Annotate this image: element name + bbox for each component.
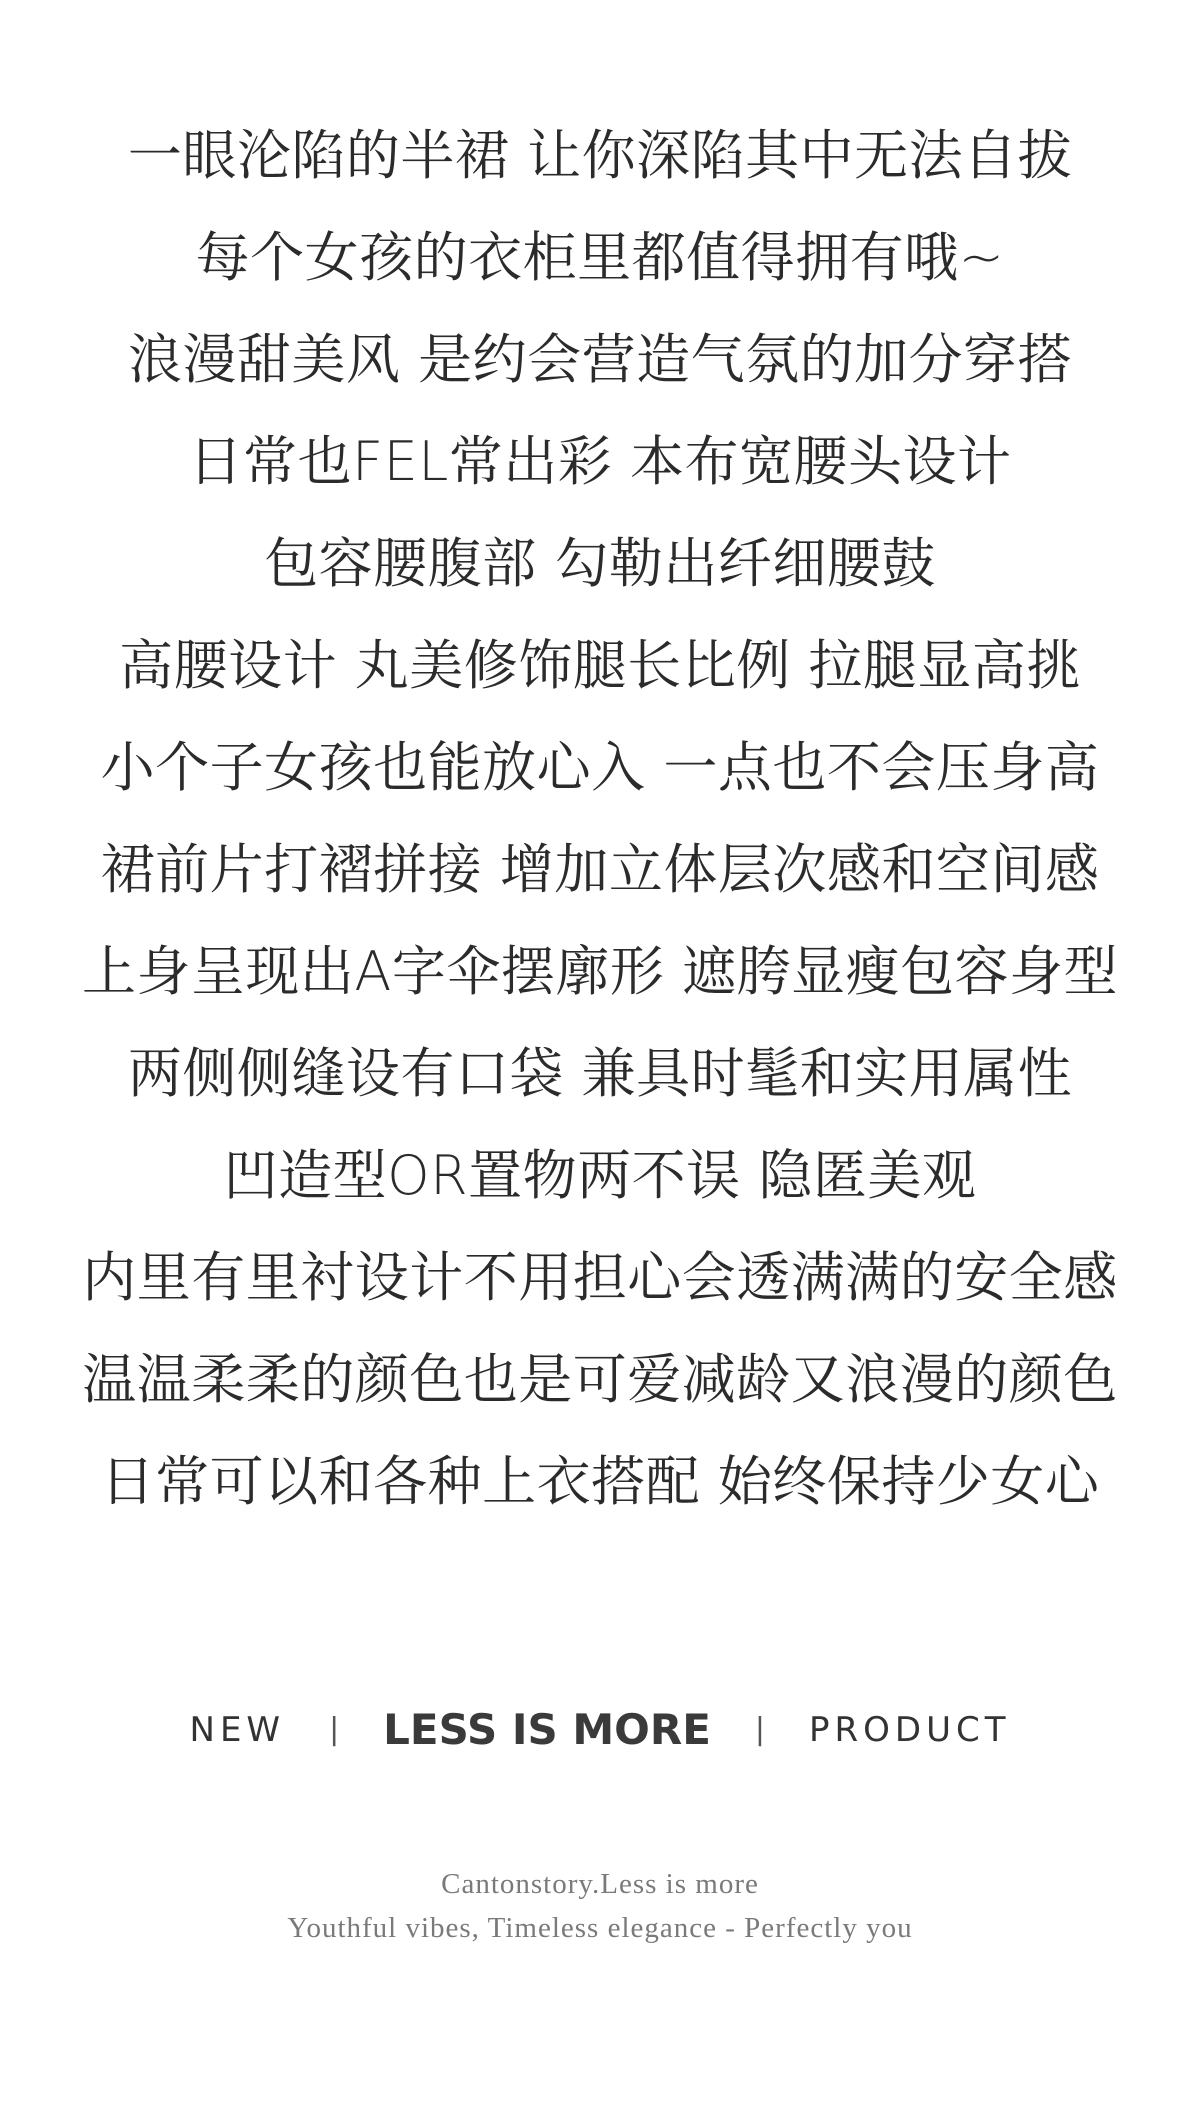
footer-brand: Cantonstory.Less is more: [441, 1868, 759, 1900]
tagline-new: NEW: [189, 1709, 286, 1750]
description-line: 包容腰腹部 勾勒出纤细腰鼓: [264, 532, 936, 595]
description-line: 上身呈现出A字伞摆廓形 遮胯显瘦包容身型: [81, 940, 1119, 1003]
tagline-separator: |: [754, 1712, 765, 1747]
footer-slogan: Youthful vibes, Timeless elegance - Perfectly you: [287, 1912, 913, 1944]
description-line: 凹造型OR置物两不误 隐匿美观: [223, 1144, 977, 1207]
tagline-separator: |: [329, 1712, 340, 1747]
description-line: 一眼沦陷的半裙 让你深陷其中无法自拔: [127, 124, 1073, 187]
description-line: 两侧侧缝设有口袋 兼具时髦和实用属性: [127, 1042, 1073, 1105]
description-line: 每个女孩的衣柜里都值得拥有哦~: [195, 226, 1005, 289]
description-line: 日常也FEL常出彩 本布宽腰头设计: [188, 430, 1012, 493]
description-line: 裙前片打褶拼接 增加立体层次感和空间感: [100, 838, 1100, 901]
tagline-product: PRODUCT: [809, 1709, 1011, 1750]
description-line: 温温柔柔的颜色也是可爱减龄又浪漫的颜色: [82, 1348, 1118, 1411]
product-description: [0, 105, 1200, 1533]
brand-footer: [0, 1862, 1200, 1950]
tagline-main: LESS IS MORE: [383, 1705, 711, 1754]
description-line: 浪漫甜美风 是约会营造气氛的加分穿搭: [127, 328, 1073, 391]
description-line: 高腰设计 丸美修饰腿长比例 拉腿显高挑: [119, 634, 1081, 697]
description-line: 内里有里衬设计不用担心会透满满的安全感: [82, 1246, 1118, 1309]
description-line: 日常可以和各种上衣搭配 始终保持少女心: [100, 1450, 1100, 1513]
description-line: 小个子女孩也能放心入 一点也不会压身高: [100, 736, 1100, 799]
brand-tagline: [0, 1705, 1200, 1754]
